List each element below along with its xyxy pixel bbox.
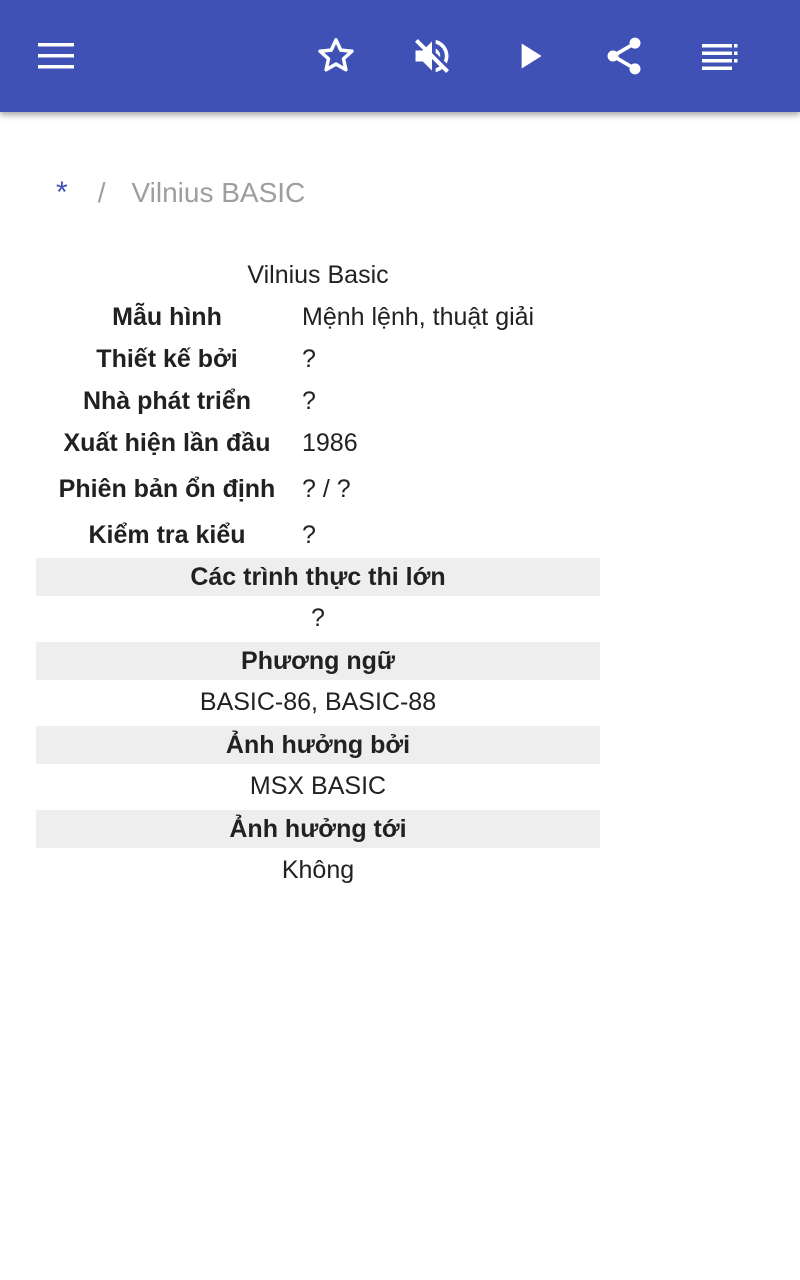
infobox-value: ? [302,520,316,549]
infobox-row-paradigm [36,296,600,338]
infobox-value: ? [302,344,316,373]
app-bar [0,0,800,112]
infobox-section-header: Các trình thực thi lớn [36,558,600,596]
infobox-row-typing [36,514,600,556]
infobox-section-header: Ảnh hưởng bởi [36,726,600,764]
breadcrumb-root-link[interactable]: * [56,176,68,209]
infobox-section-content: MSX BASIC [249,772,387,800]
breadcrumb-separator: / [97,177,106,208]
infobox-value: Mệnh lệnh, thuật giải [302,302,535,331]
infobox-label: Phiên bản ổn định [58,474,276,503]
infobox-section-content: BASIC-86, BASIC-88 [199,688,437,716]
infobox-label: Nhà phát triển [82,386,252,415]
infobox-row-stable-release [36,464,600,514]
infobox-label: Mẫu hình [112,302,222,331]
infobox-row-first-appeared [36,422,600,464]
menu-icon[interactable] [28,28,84,84]
play-icon[interactable] [502,28,558,84]
breadcrumb-current: Vilnius BASIC [131,177,306,208]
infobox-value: ? [302,386,316,415]
infobox-section-header: Ảnh hưởng tới [36,810,600,848]
star-icon[interactable] [308,28,364,84]
infobox-row-designer [36,338,600,380]
playlist-icon[interactable] [692,28,748,84]
infobox-value: 1986 [302,428,358,457]
breadcrumb [56,176,305,210]
infobox-section-header: Phương ngữ [36,642,600,680]
infobox-title: Vilnius Basic [247,261,389,289]
share-icon[interactable] [596,28,652,84]
infobox-section-content: ? [311,604,325,632]
infobox-label: Kiểm tra kiểu [88,520,246,549]
infobox-value: ? / ? [302,474,351,503]
infobox-row-developer [36,380,600,422]
infobox [36,254,600,892]
infobox-section-content: Không [281,856,355,884]
volume-off-icon[interactable] [404,28,460,84]
infobox-label: Thiết kế bởi [96,344,238,373]
infobox-label: Xuất hiện lần đầu [63,428,271,457]
